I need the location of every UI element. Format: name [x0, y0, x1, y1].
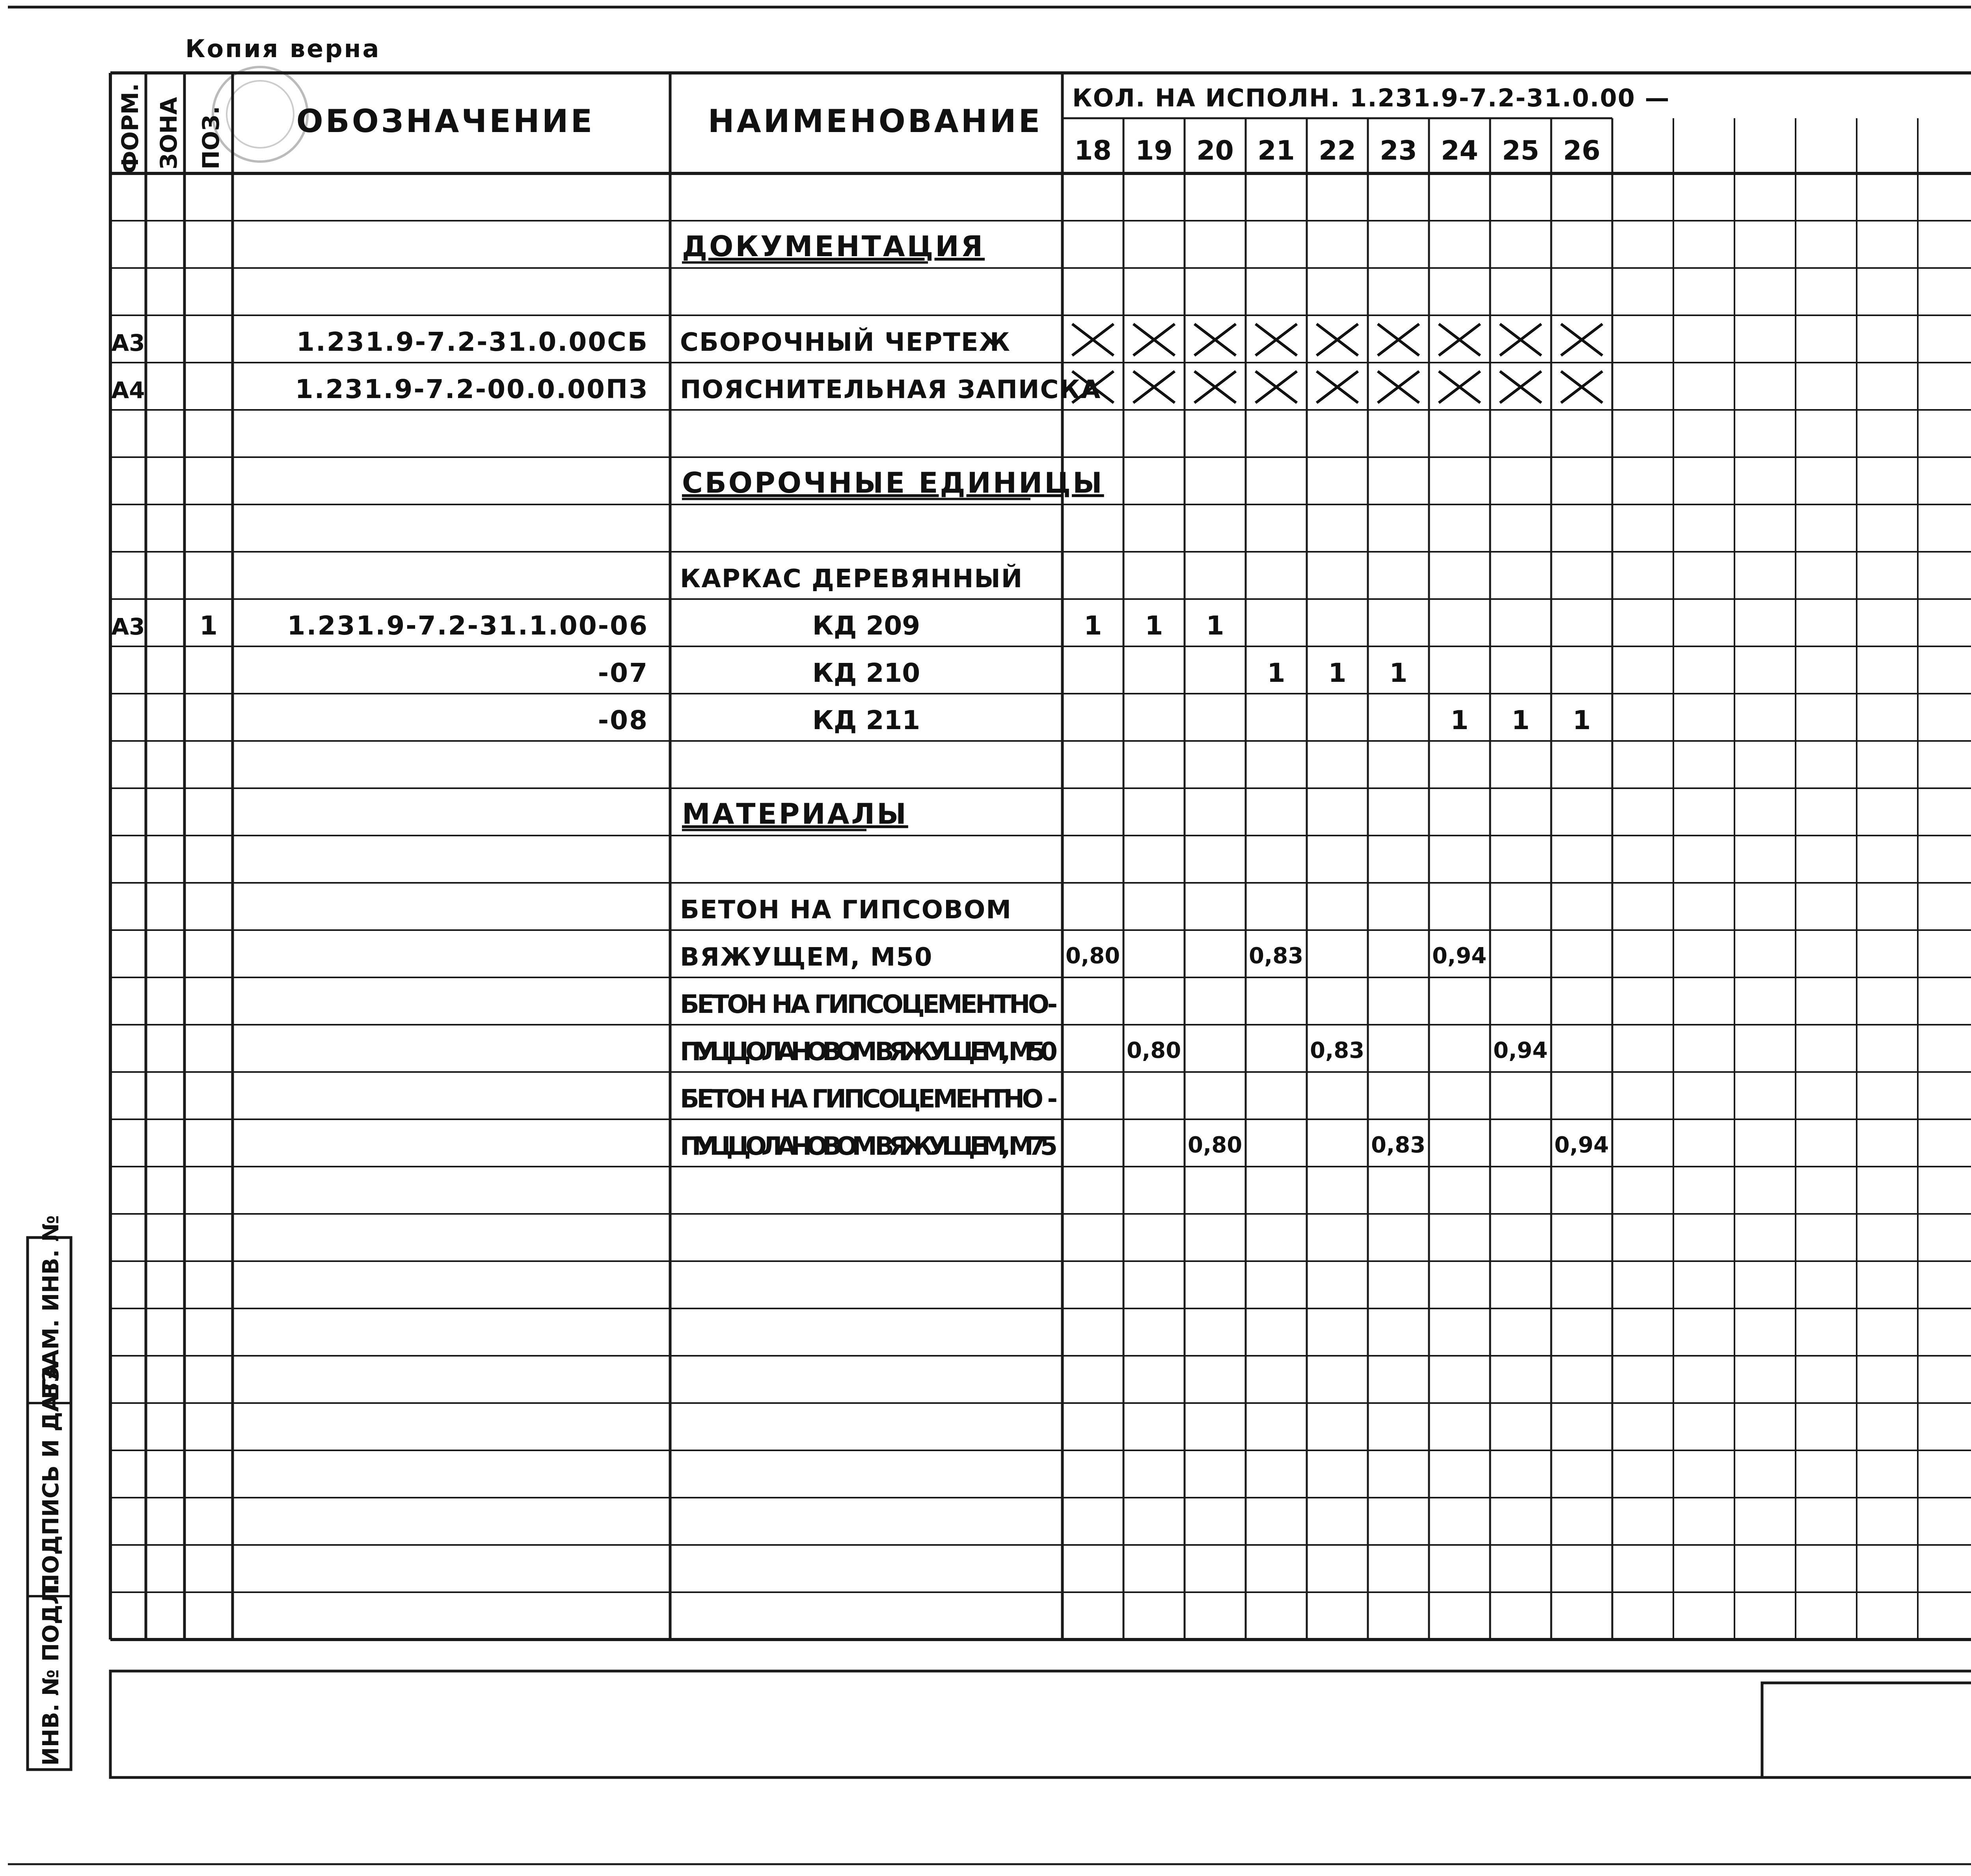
cell-name: БЕТОН НА ГИПСОВОМ — [680, 895, 1012, 925]
cross-mark — [1439, 324, 1480, 355]
stamp-replace-inv: ВЗАМ. ИНВ. № — [38, 1215, 64, 1399]
quantity-cell: 1 — [1572, 705, 1591, 735]
copy-stamp — [213, 67, 307, 162]
table-row — [680, 1085, 1058, 1114]
cross-mark — [1072, 324, 1114, 355]
cell-name: БЕТОН НА ГИПСОЦЕМЕНТНО- — [680, 990, 1058, 1019]
table-row — [111, 610, 1224, 641]
table-body — [111, 230, 1971, 1161]
variant-header: 19 — [1135, 135, 1173, 166]
quantity-cell: 1 — [1206, 610, 1224, 641]
quantity-cell: 1 — [1084, 610, 1102, 641]
header-name: НАИМЕНОВАНИЕ — [708, 103, 1043, 140]
cross-mark — [1500, 324, 1541, 355]
table-row — [682, 230, 985, 263]
variant-header: 25 — [1502, 135, 1539, 166]
header-format: ФОРМ. — [117, 83, 143, 173]
header-qty-title: КОЛ. НА ИСПОЛН. 1.231.9-7.2-31.0.00 — — [1072, 84, 1670, 112]
cell-name: КАРКАС ДЕРЕВЯННЫЙ — [680, 564, 1023, 594]
quantity-cell: 0,80 — [1188, 1132, 1243, 1158]
variant-header: 23 — [1380, 135, 1417, 166]
variant-headers — [1074, 135, 1600, 166]
cell-name: КД 211 — [812, 705, 920, 735]
stamp-signature-date: ПОДПИСЬ И ДАТА — [38, 1362, 64, 1592]
quantity-cell: 0,80 — [1066, 943, 1120, 969]
cross-mark — [1378, 324, 1419, 355]
cell-name: КД 209 — [812, 610, 920, 641]
section-heading: МАТЕРИАЛЫ — [682, 797, 908, 830]
cross-mark — [1500, 371, 1541, 403]
cross-mark — [1317, 324, 1358, 355]
cross-mark — [1194, 324, 1236, 355]
cell-name: БЕТОН НА ГИПСОЦЕМЕНТНО - — [680, 1085, 1058, 1114]
table-row — [111, 324, 1602, 357]
quantity-cell: 1 — [1145, 610, 1163, 641]
copy-label: Копия верна — [185, 34, 381, 63]
table-row — [598, 658, 1408, 688]
variant-header: 26 — [1563, 135, 1600, 166]
stamp-inv-no: ИНВ. № ПОДЛ. — [38, 1578, 64, 1766]
cell-designation: 1.231.9-7.2-31.0.00СБ — [296, 327, 648, 357]
table-row — [680, 1129, 1971, 1161]
cell-format: А3 — [111, 613, 145, 640]
quantity-cell: 1 — [1450, 705, 1469, 735]
cross-mark — [1561, 324, 1602, 355]
quantity-cell: 0,80 — [1127, 1038, 1181, 1063]
table-row — [682, 797, 908, 830]
table-row — [682, 466, 1104, 499]
table-row — [598, 705, 1591, 735]
cross-mark — [1194, 371, 1236, 403]
section-heading: ДОКУМЕНТАЦИЯ — [682, 230, 985, 263]
cell-name: ПУЦЦОЛАНОВОМ ВЯЖУЩЕМ, М50 — [680, 1037, 1058, 1066]
quantity-cell: 1 — [1328, 658, 1347, 688]
variant-header: 18 — [1074, 135, 1112, 166]
cell-name: СБОРОЧНЫЙ ЧЕРТЕЖ — [680, 328, 1011, 357]
table-row — [111, 371, 1602, 404]
cross-mark — [1378, 371, 1419, 403]
cross-mark — [1256, 324, 1297, 355]
header-zone: ЗОНА — [155, 97, 182, 169]
variant-header: 22 — [1319, 135, 1356, 166]
cell-name: КД 210 — [812, 658, 920, 688]
variant-header: 20 — [1196, 135, 1234, 166]
table-row — [680, 895, 1012, 925]
cell-name: ПОЯСНИТЕЛЬНАЯ ЗАПИСКА — [680, 375, 1101, 404]
side-stamps — [28, 1215, 71, 1770]
cell-name: ВЯЖУЩЕМ, М50 — [680, 943, 933, 972]
cell-designation: -07 — [598, 658, 648, 688]
quantity-cell: 1 — [1389, 658, 1408, 688]
quantity-cell: 0,94 — [1432, 943, 1487, 969]
cross-mark — [1256, 371, 1297, 403]
cell-position: 1 — [199, 610, 218, 641]
table-row — [680, 990, 1058, 1019]
cross-mark — [1133, 324, 1175, 355]
quantity-cell: 0,83 — [1310, 1038, 1365, 1063]
cell-designation: -08 — [598, 705, 648, 735]
cell-name: ПУЦЦОЛАНОВОМ ВЯЖУЩЕМ, М75 — [680, 1132, 1058, 1161]
cell-designation: 1.231.9-7.2-00.0.00ПЗ — [295, 374, 648, 404]
variant-header: 24 — [1441, 135, 1478, 166]
cross-mark — [1133, 371, 1175, 403]
quantity-cell: 1 — [1511, 705, 1530, 735]
header-designation: ОБОЗНАЧЕНИЕ — [296, 103, 595, 140]
quantity-cell: 0,94 — [1493, 1038, 1548, 1063]
title-block — [110, 1671, 1971, 1777]
cell-designation: 1.231.9-7.2-31.1.00-06 — [287, 610, 648, 641]
quantity-cell: 0,83 — [1249, 943, 1304, 969]
cross-mark — [1561, 371, 1602, 403]
cross-mark — [1317, 371, 1358, 403]
table-row — [680, 564, 1023, 594]
cross-mark — [1439, 371, 1480, 403]
section-heading: СБОРОЧНЫЕ ЕДИНИЦЫ — [682, 466, 1104, 499]
sheet-frame — [8, 7, 1971, 1864]
header-position: ПОЗ. — [197, 106, 224, 169]
variant-header: 21 — [1257, 135, 1295, 166]
table-row — [680, 1035, 1971, 1066]
quantity-cell: 1 — [1267, 658, 1285, 688]
table-grid — [110, 73, 1971, 1640]
cell-format: А3 — [111, 329, 145, 356]
quantity-cell: 0,94 — [1554, 1132, 1609, 1158]
cell-format: А4 — [111, 377, 145, 404]
table-row — [680, 940, 1971, 972]
quantity-cell: 0,83 — [1371, 1132, 1426, 1158]
